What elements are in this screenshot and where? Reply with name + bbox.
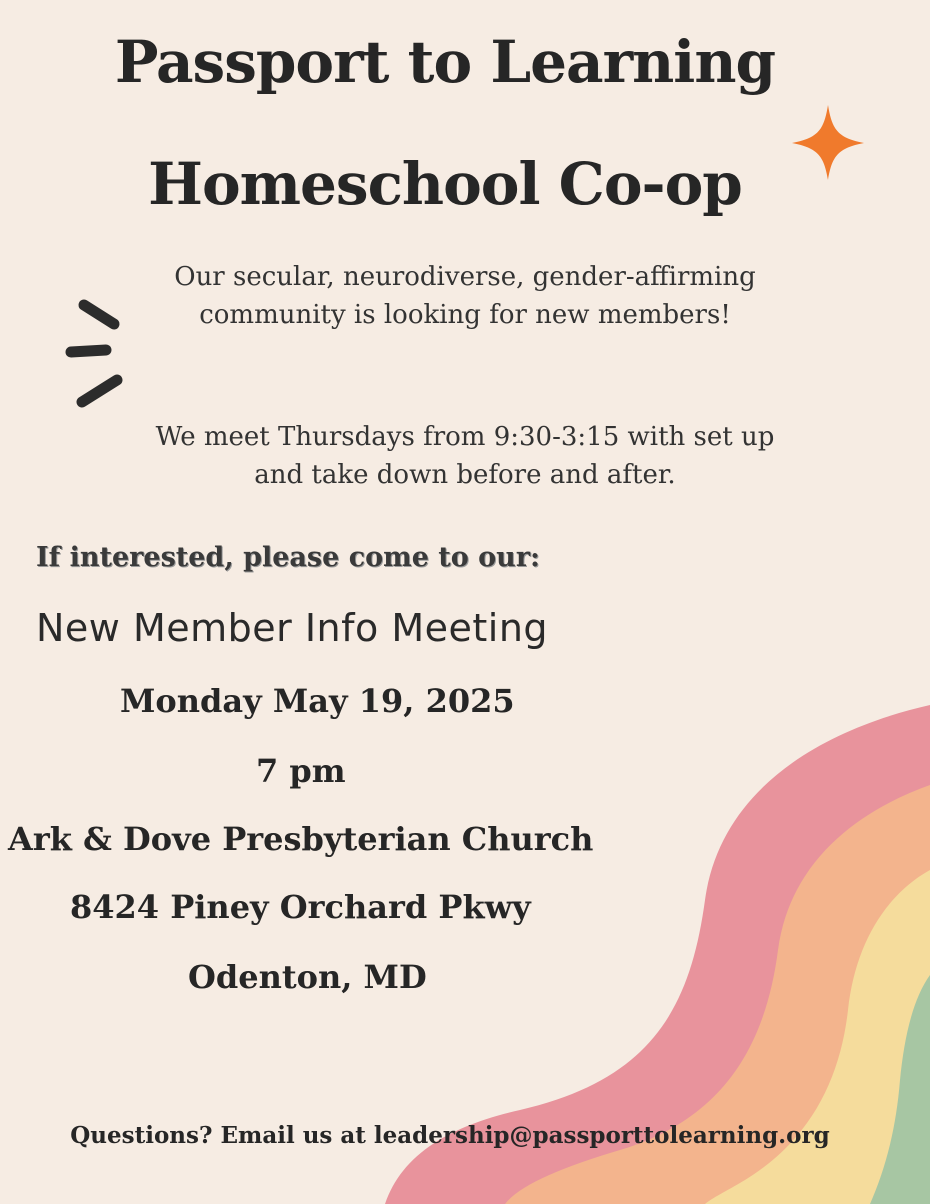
schedule-text: We meet Thursdays from 9:30-3:15 with set up and take down before and after. — [155, 422, 775, 490]
title-line-1: Passport to Learning — [114, 28, 776, 96]
meeting-title: New Member Info Meeting — [36, 606, 549, 650]
intro-text: Our secular, neurodiverse, gender-affirming community is looking for new members! — [174, 262, 756, 330]
title-line-2: Homeschool Co-op — [148, 150, 742, 218]
meeting-time: 7 pm — [256, 752, 346, 790]
dash-burst-icon — [71, 305, 117, 402]
meeting-date: Monday May 19, 2025 — [120, 682, 515, 720]
meeting-city: Odenton, MD — [188, 958, 427, 996]
contact-email-line: Questions? Email us at leadership@passporttolearning.org — [70, 1122, 830, 1149]
meeting-venue: Ark & Dove Presbyterian Church — [8, 820, 594, 858]
meeting-street-address: 8424 Piney Orchard Pkwy — [70, 888, 531, 926]
call-to-action: If interested, please come to our: — [36, 542, 541, 573]
